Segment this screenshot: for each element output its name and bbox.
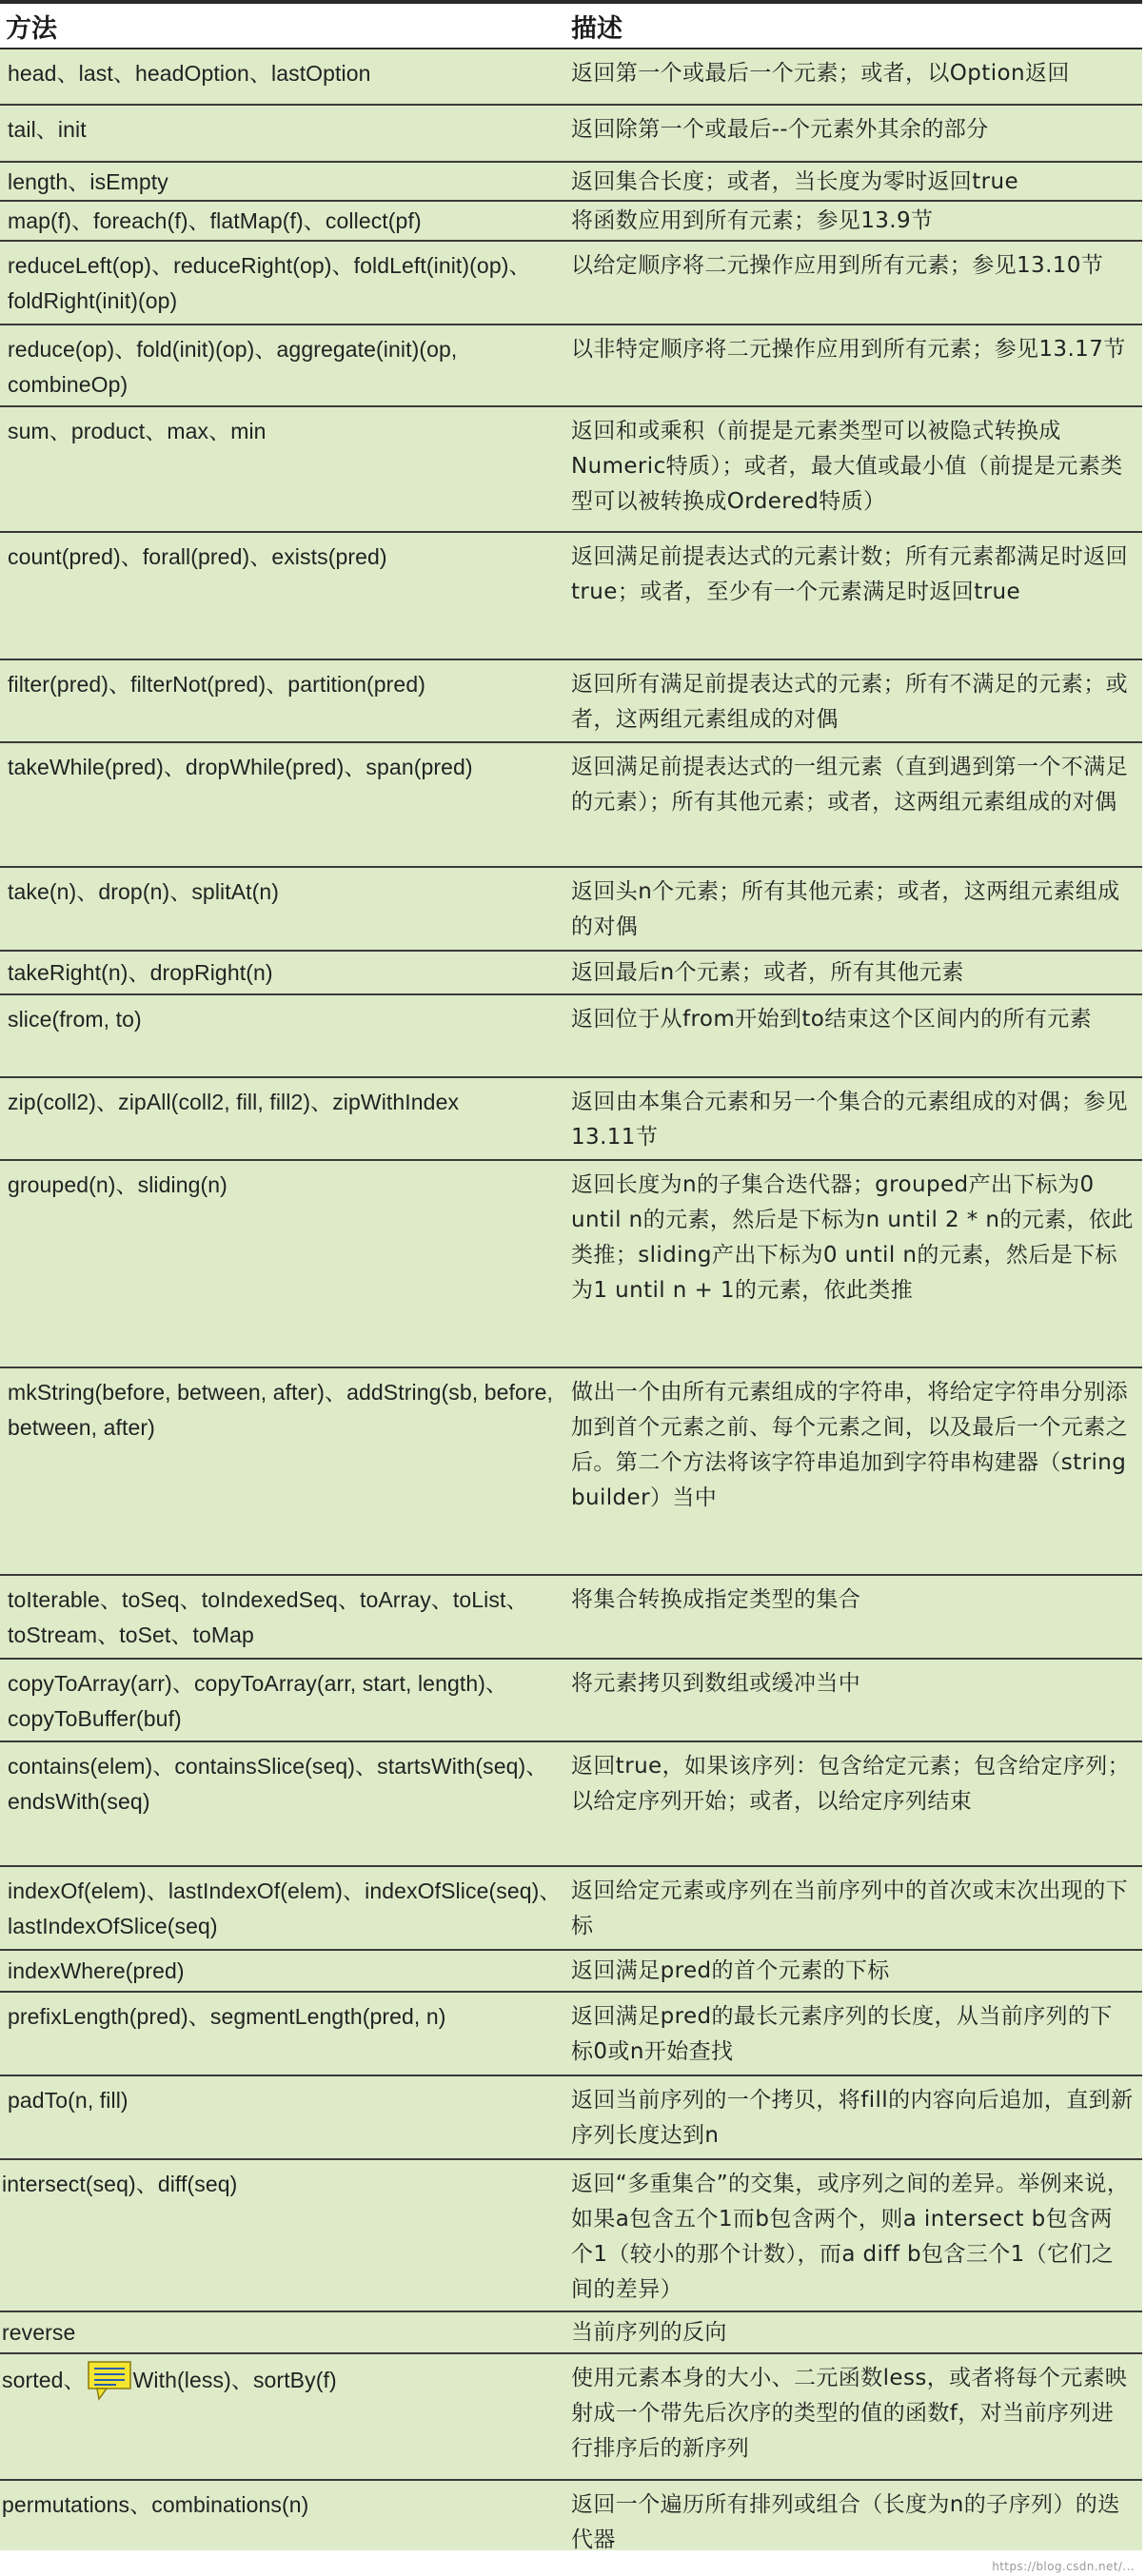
table-row [0,743,1142,868]
table-row [0,242,1142,325]
table-row [0,1368,1142,1576]
method-cell: contains(elem)、containsSlice(seq)、startsWith(seq)、endsWith(seq) [8,1754,548,1814]
table-row [0,660,1142,743]
description-cell: 以给定顺序将二元操作应用到所有元素；参见13.10节 [571,253,1104,278]
method-cell: reverse [2,2320,76,2345]
table-row [0,2312,1142,2354]
method-cell: padTo(n, fill) [8,2088,128,2113]
description-cell: 返回第一个或最后一个元素；或者，以Option返回 [571,61,1070,86]
description-text: 返回一个遍历所有排列或组合（长度为n的子序列）的迭代器 [571,2492,1120,2552]
method-cell: zip(coll2)、zipAll(coll2, fill, fill2)、zipWithIndex [8,1090,460,1114]
description-cell: 返回满足pred的最长元素序列的长度，从当前序列的下标0或n开始查找 [571,2004,1113,2064]
table-row [0,325,1142,407]
description-cell: 将元素拷贝到数组或缓冲当中 [571,1671,861,1696]
method-cell: tail、init [8,117,87,142]
method-cell: prefixLength(pred)、segmentLength(pred, n) [8,2004,446,2029]
description-cell: 使用元素本身的大小、二元函数less，或者将每个元素映射成一个带先后次序的类型的值的函数f，对当前序列进行排序后的新序列 [571,2366,1128,2461]
method-cell: length、isEmpty [8,169,168,194]
table-body [0,49,1142,2576]
description-cell: 返回头n个元素；所有其他元素；或者，这两组元素组成的对偶 [571,879,1120,939]
description-cell: 返回true，如果该序列：包含给定元素；包含给定序列；以给定序列开始；或者，以给定序列结束 [571,1754,1131,1814]
header-description: 描述 [571,13,622,44]
method-cell: takeRight(n)、dropRight(n) [8,960,273,985]
method-cell: copyToArray(arr)、copyToArray(arr, start, length)、copyToBuffer(buf) [8,1671,508,1731]
header-method: 方法 [6,13,57,44]
method-cell: grouped(n)、sliding(n) [8,1172,227,1197]
method-cell: sum、product、max、min [8,419,267,443]
description-cell: 返回所有满足前提表达式的元素；所有不满足的元素；或者，这两组元素组成的对偶 [571,672,1128,732]
description-cell: 将集合转换成指定类型的集合 [571,1587,861,1612]
description-cell: 返回由本集合元素和另一个集合的元素组成的对偶；参见13.11节 [571,1090,1128,1150]
table-row [0,1951,1142,1993]
table-row [0,1161,1142,1368]
table-row [0,163,1142,202]
method-cell: count(pred)、forall(pred)、exists(pred) [8,544,387,569]
method-cell: map(f)、foreach(f)、flatMap(f)、collect(pf) [8,208,422,233]
description-cell: 返回满足前提表达式的一组元素（直到遇到第一个不满足的元素）；所有其他元素；或者，这两组元素组成的对偶 [571,755,1128,815]
method-cell: head、last、headOption、lastOption [8,61,371,86]
description-cell: 返回集合长度；或者，当长度为零时返回true [571,169,1019,194]
description-cell: 返回长度为n的子集合迭代器；grouped产出下标为0 until n的元素，然后是下标为n until 2 * n的元素，依此类推；sliding产出下标为0 until n的元素，然后是下标为1 until n + 1的元素，依此类推 [571,1172,1134,1303]
description-cell: 返回和或乘积（前提是元素类型可以被隐式转换成Numeric特质）；或者，最大值或最小值（前提是元素类型可以被转换成Ordered特质） [571,419,1123,514]
method-cell: reduce(op)、fold(init)(op)、aggregate(init)(op, combineOp) [8,337,458,397]
method-cell: permutations、combinations(n) [2,2492,309,2517]
description-cell: 返回给定元素或序列在当前序列中的首次或末次出现的下标 [571,1878,1128,1938]
table-row [0,407,1142,533]
description-cell: 返回最后n个元素；或者，所有其他元素 [571,960,964,985]
method-text-post: With(less)、sortBy(f) [132,2368,337,2392]
table-row [0,1576,1142,1660]
table-row [0,868,1142,952]
method-cell: take(n)、drop(n)、splitAt(n) [8,879,280,904]
description-cell: 做出一个由所有元素组成的字符串，将给定字符串分别添加到首个元素之前、每个元素之间，以及最后一个元素之后。第二个方法将该字符串追加到字符串构建器（string builder）当中 [571,1380,1128,1510]
description-cell: 返回满足前提表达式的元素计数；所有元素都满足时返回true；或者，至少有一个元素满足时返回true [571,544,1128,604]
watermark: https://blog.csdn.net/... [992,2560,1135,2573]
method-cell: filter(pred)、filterNot(pred)、partition(pred) [8,672,425,697]
table-row [0,1742,1142,1867]
description-cell: 当前序列的反向 [571,2320,727,2345]
method-cell: slice(from, to) [8,1007,142,1032]
table-row [0,995,1142,1078]
description-cell: 返回除第一个或最后--个元素外其余的部分 [571,117,989,142]
description-cell: 返回位于从from开始到to结束这个区间内的所有元素 [571,1007,1093,1032]
table-row [0,1867,1142,1951]
description-cell: 返回“多重集合”的交集，或序列之间的差异。举例来说，如果a包含五个1而b包含两个，则a intersect b包含两个1（较小的那个计数），而a diff b包含三个1（它们之间的差异） [571,2172,1130,2302]
description-cell: 返回当前序列的一个拷贝，将fill的内容向后追加，直到新序列长度达到n [571,2088,1134,2148]
method-cell: takeWhile(pred)、dropWhile(pred)、span(pred) [8,755,473,779]
method-cell: indexWhere(pred) [8,1958,185,1983]
sticky-note-icon [88,2361,131,2401]
table-row [0,952,1142,995]
table-row [0,2076,1142,2160]
table-header [0,4,1142,49]
method-cell [0,2354,567,2401]
table-row [0,1660,1142,1742]
method-cell: intersect(seq)、diff(seq) [2,2172,238,2196]
table-row [0,106,1142,163]
table-row [0,49,1142,106]
method-cell: mkString(before, between, after)、addString(sb, before, between, after) [8,1380,554,1440]
table-row [0,1078,1142,1161]
method-text-pre: sorted、 [2,2368,86,2392]
table-row [0,1993,1142,2076]
method-cell: reduceLeft(op)、reduceRight(op)、foldLeft(init)(op)、foldRight(init)(op) [8,253,531,313]
table-row [0,2160,1142,2312]
method-cell: toIterable、toSeq、toIndexedSeq、toArray、toList、toStream、toSet、toMap [8,1587,528,1647]
description-cell: 将函数应用到所有元素；参见13.9节 [571,208,934,233]
description-cell [567,2481,1142,2573]
table-row [0,202,1142,242]
table-row [0,2354,1142,2481]
description-cell: 返回满足pred的首个元素的下标 [571,1958,890,1983]
table-row [0,533,1142,660]
table-row [0,2481,1142,2576]
description-cell: 以非特定顺序将二元操作应用到所有元素；参见13.17节 [571,337,1126,362]
method-cell: indexOf(elem)、lastIndexOf(elem)、indexOfSlice(seq)、lastIndexOfSlice(seq) [8,1878,562,1938]
